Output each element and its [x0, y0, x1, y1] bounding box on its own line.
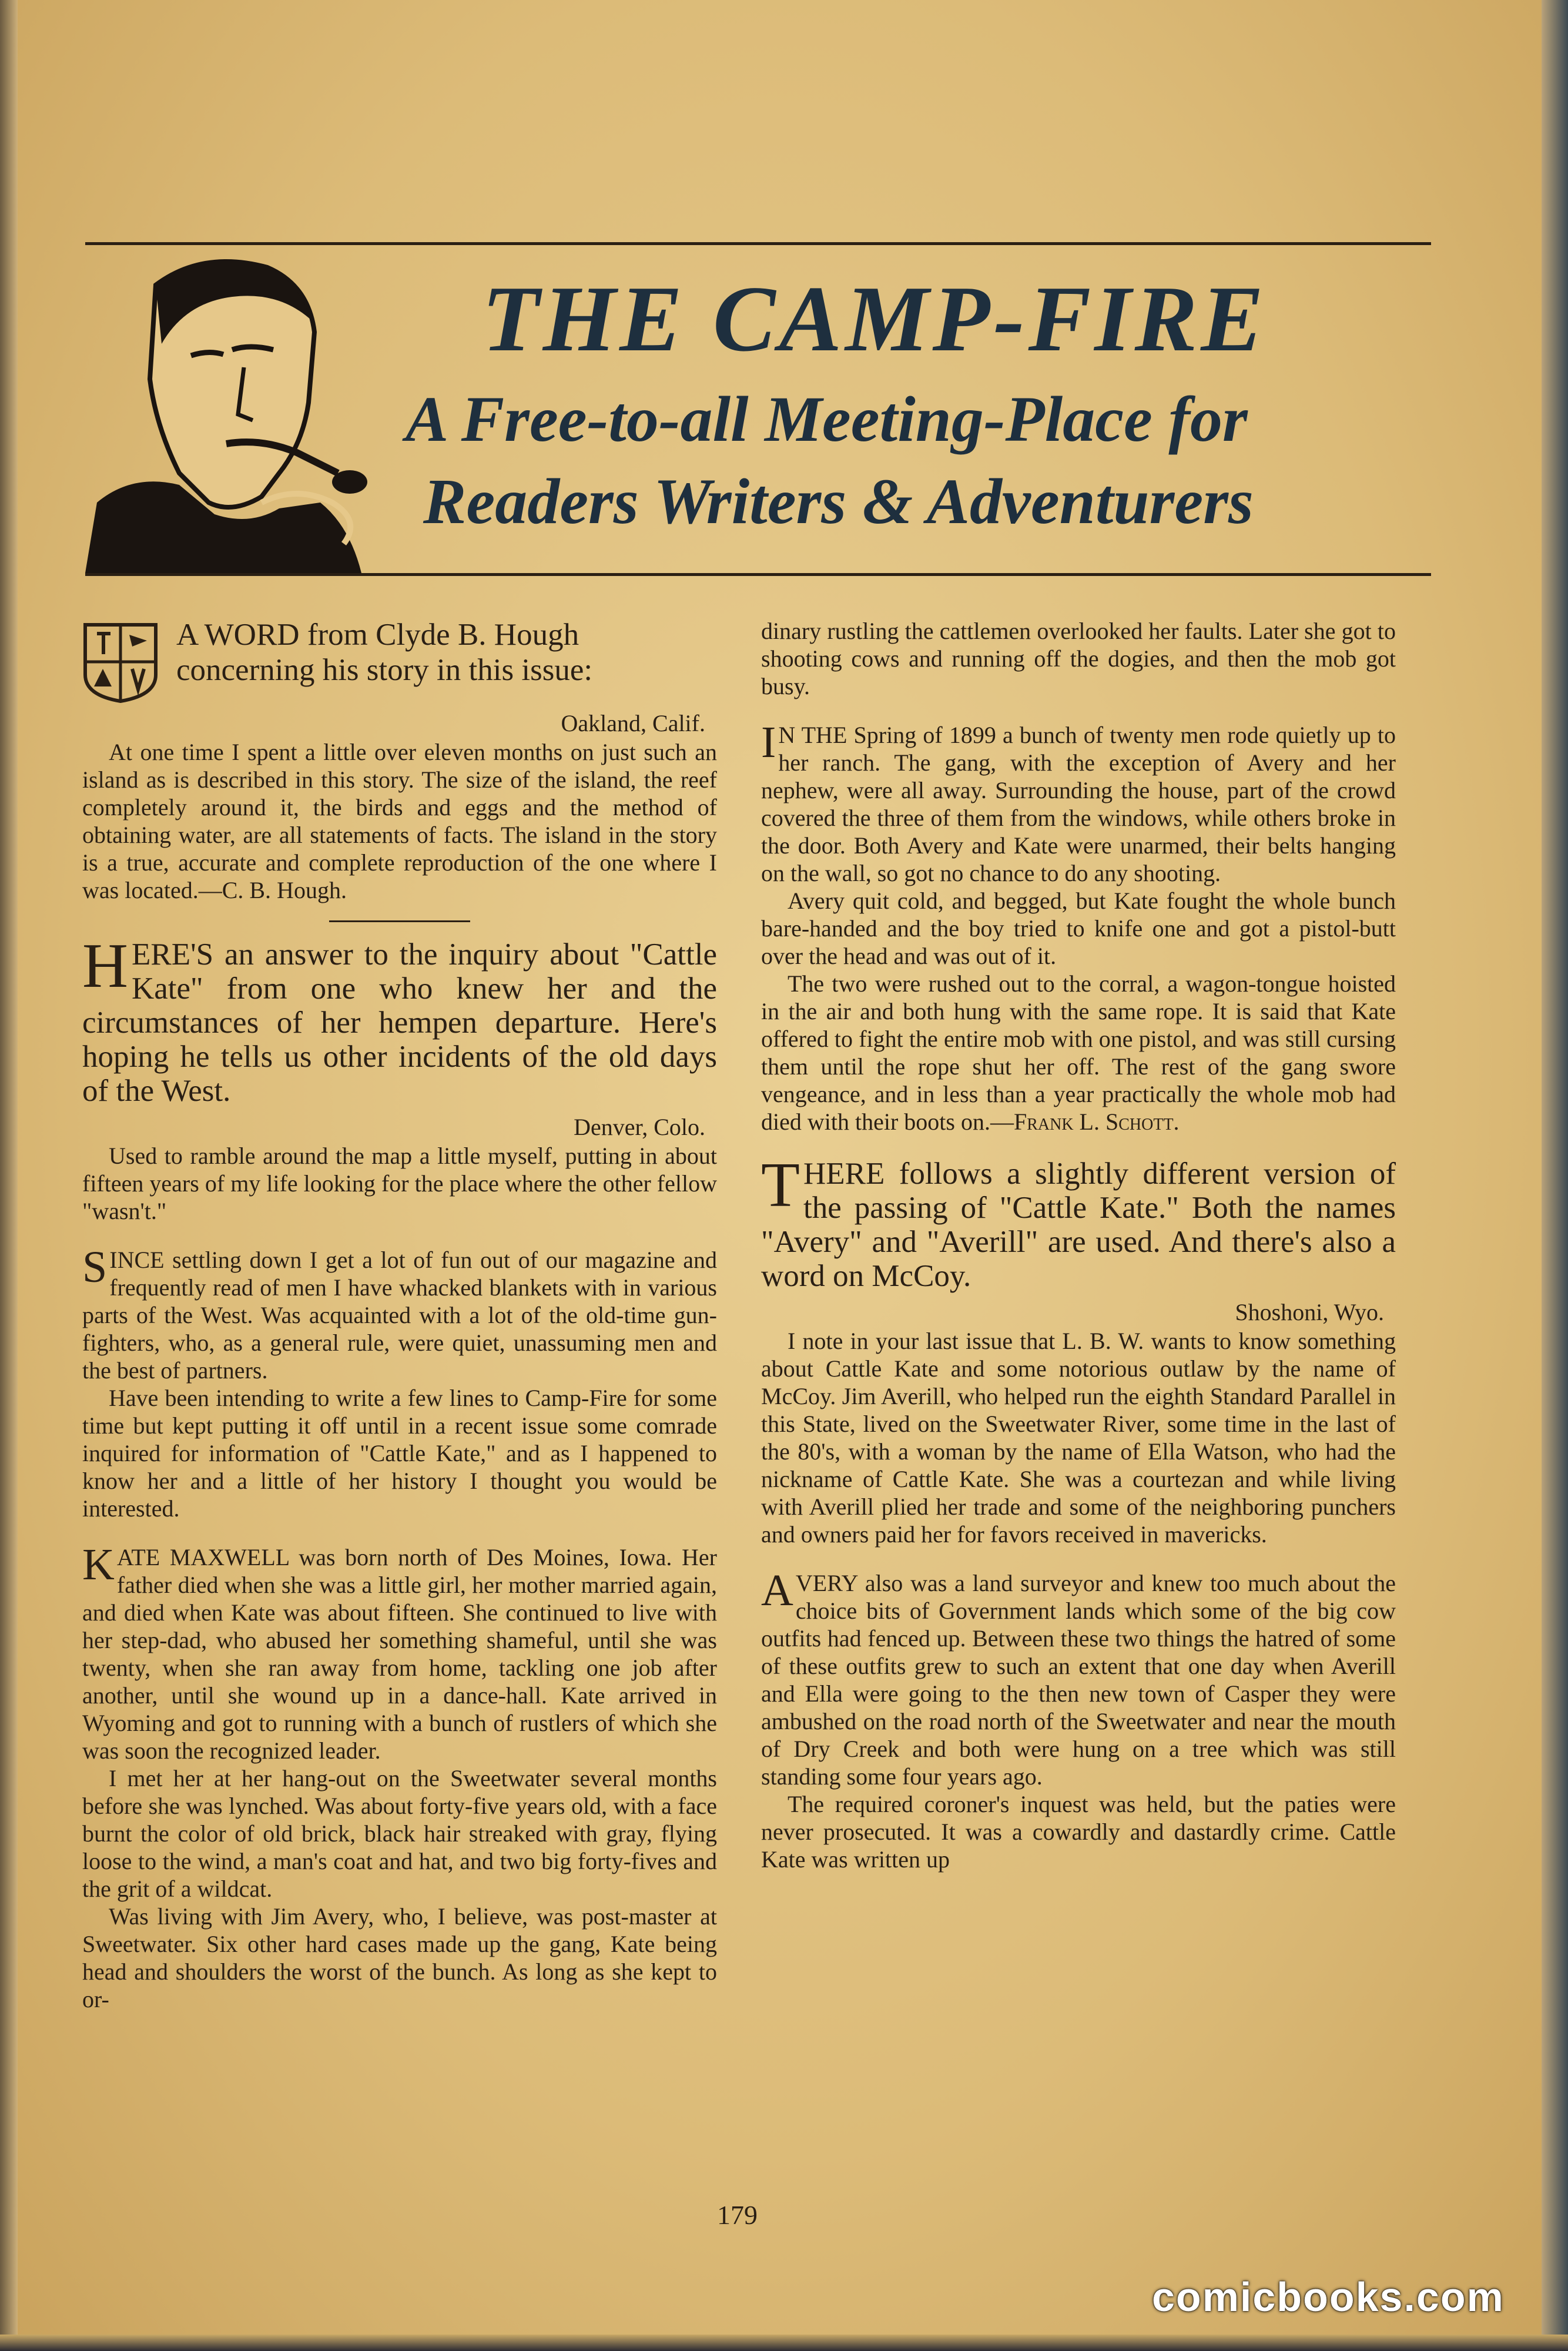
letter1-place: Oakland, Calif. [561, 710, 705, 736]
avery-quit-paragraph: Avery quit cold, and begged, but Kate fought the whole bunch bare-handed and the boy tried to knife one and got a pistol-butt over the head and was out of it. [761, 888, 1396, 969]
kate-section [82, 1540, 717, 1764]
spring-section [761, 718, 1396, 887]
letter2-p1: Used to ramble around the map a little myself, putting in about fifteen years of my life looking for the place where the other fellow "wasn't." [82, 1143, 717, 1224]
avery2-body: VERY also was a land surveyor and knew too much about the choice bits of Government lands which some of the big cow outfits had fenced up. Between these two things the hatred of some of these outfits grew to such an extent that one day when Averill and Ella were going to the then new town of Casper they were ambushed on the road north of the Sweetwater and near the mouth of Dry Creek and both were hung on a tree which was still standing some four years ago. [761, 1570, 1396, 1790]
drop-cap-s: S [82, 1243, 108, 1292]
avery2-section [761, 1566, 1396, 1790]
living-with-paragraph: Was living with Jim Avery, who, I believe, was post-master at Sweetwater. Six other hard cases made up the gang, Kate being head and shoulders the worst of the bunch. As long as she kept to or- [82, 1903, 717, 2012]
drop-cap-h: H [82, 931, 128, 1001]
section-divider [329, 920, 470, 922]
drop-cap-t: T [761, 1150, 800, 1220]
letter3-place: Shoshoni, Wyo. [1235, 1299, 1384, 1325]
page-edge-left [0, 0, 18, 2351]
smoker-portrait-illustration [85, 250, 414, 573]
header-rule-bottom [85, 573, 1431, 576]
page-edge-bottom [0, 2335, 1568, 2351]
letter2-place: Denver, Colo. [574, 1114, 705, 1140]
shield-icon [82, 622, 159, 704]
there-body: HERE follows a slightly different version of the passing of "Cattle Kate." Both the names "Avery" and "Averill" are used. And there's also a word on McCoy. [761, 1157, 1396, 1293]
there-section [761, 1150, 1396, 1293]
note-paragraph: I note in your last issue that L. B. W. wants to know something about Cattle Kate and some notorious outlaw by the name of McCoy. Jim Averill, who helped run the eighth Standard Parallel in this State, lived on the Sweetwater River, some time in the last of the 80's, with a woman by the name of Ella Watson, who had the nickname of Cattle Kate. She was a courtezan and while living with Averill plied her trade and some of the neighboring punchers and owners paid her for favors received in mavericks. [761, 1328, 1396, 1548]
intro-text: A WORD from Clyde B. Hough concerning his story in this issue: [176, 618, 593, 687]
left-column [82, 617, 717, 2013]
rushed-out-paragraph [761, 970, 1396, 1136]
kate-body: ATE MAXWELL was born north of Des Moines, Iowa. Her father died when she was a little girl, her mother married again, and died when Kate was about fifteen. She continued to live with her step-dad, who abused her something shameful, until she was twenty, when she ran away from home, tackling one job after another, until she wound up in a dance-hall. Kate arrived in Wyoming and got to running with a bunch of rustlers of which she was soon the recognized leader. [82, 1544, 717, 1764]
since-section [82, 1243, 717, 1384]
coroner-paragraph: The required coroner's inquest was held, but the paties were never prosecuted. It was a cowardly and dastardly crime. Cattle Kate was written up [761, 1791, 1396, 1873]
continued-paragraph: dinary rustling the cattlemen overlooked her faults. Later she got to shooting cows and running off the dogies, and then the mob got busy. [761, 618, 1396, 699]
letter1-body: At one time I spent a little over eleven months on just such an island as is described in this story. The size of the island, the reef completely around it, the birds and eggs and the method of obtaining water, are all statements of facts. The island in the story is a true, accurate and complete reproduction of the one where I was located.—C. B. Hough. [82, 739, 717, 903]
spring-body: N THE Spring of 1899 a bunch of twenty men rode quietly up to her ranch. The gang, with the exception of Avery and her nephew, were all away. Surrounding the house, part of the crowd covered the three of them from the windows, while others broke in the door. Both Avery and Kate were unarmed, their belts hanging on the wall, so got no chance to do any shooting. [761, 722, 1396, 886]
page-title: THE CAMP-FIRE [482, 266, 1268, 371]
here-section [82, 931, 717, 1108]
intro-block [82, 617, 717, 704]
rushed-out-body: The two were rushed out to the corral, a wagon-tongue hoisted in the air and both hung with the same rope. It is said that Kate offered to fight the entire mob with one pistol, and was still cursing them until the rope shut her off. The rest of the gang swore vengeance, and in less than a year practically the whole mob had died with their boots on.— [761, 970, 1396, 1135]
header-rule-top [85, 242, 1431, 245]
here-body: ERE'S an answer to the inquiry about "Cattle Kate" from one who knew her and the circumstances of her hempen departure. Here's hoping he tells us other incidents of the old days of the West. [82, 937, 717, 1108]
have-been-paragraph: Have been intending to write a few lines to Camp-Fire for some time but kept putting it off until in a recent issue some comrade inquired for information of "Cattle Kate," and as I happened to know her and a little of her history I thought you would be interested. [82, 1385, 717, 1522]
page-edge-right [1542, 0, 1568, 2351]
signature-frank-schott: Frank L. Schott. [1013, 1108, 1180, 1135]
subtitle-line-1: A Free-to-all Meeting-Place for [406, 383, 1248, 455]
watermark: comicbooks.com [1152, 2274, 1505, 2320]
drop-cap-i: I [761, 718, 776, 767]
page-number: 179 [717, 2200, 758, 2230]
drop-cap-k: K [82, 1540, 115, 1589]
drop-cap-a: A [761, 1566, 793, 1615]
subtitle-line-2: Readers Writers & Adventurers [423, 465, 1254, 537]
since-body: INCE settling down I get a lot of fun out of our magazine and frequently read of men I have whacked blankets with in various parts of the West. Was acquainted with a lot of the old-time gun-fighters, who, as a general rule, were quiet, unassuming men and the best of partners. [82, 1247, 717, 1384]
met-her-paragraph: I met her at her hang-out on the Sweetwater several months before she was lynched. Was about forty-five years old, with a face burnt the color of old brick, black hair streaked with gray, flying loose to the wind, a man's coat and hat, and two big forty-fives and the grit of a wildcat. [82, 1765, 717, 1902]
right-column [761, 617, 1396, 1873]
